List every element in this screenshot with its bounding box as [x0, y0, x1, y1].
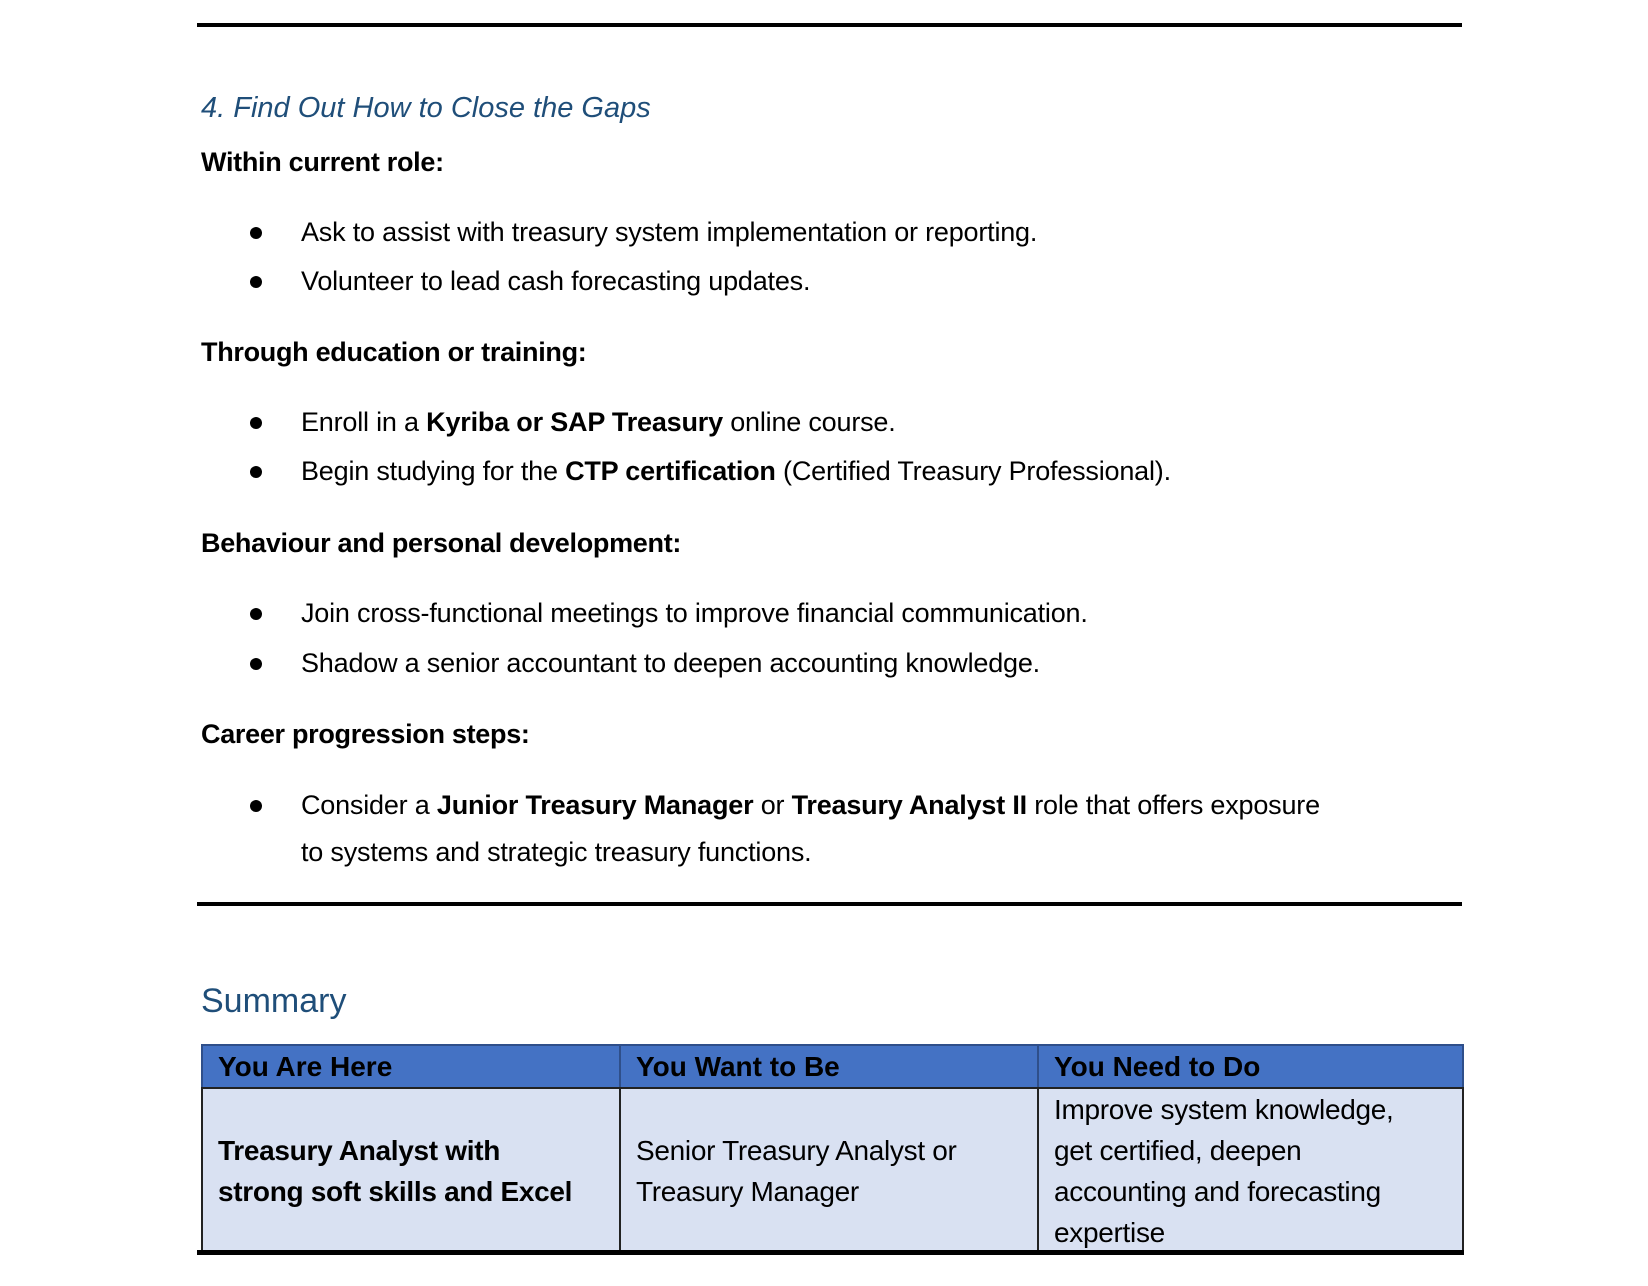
group-title-within-role: Within current role:	[201, 147, 444, 177]
cell-line: expertise	[1054, 1217, 1165, 1248]
cell-line: strong soft skills and Excel	[218, 1176, 573, 1207]
cell-you-need-to-do	[1038, 1088, 1463, 1253]
cell-line: Improve system knowledge,	[1054, 1094, 1394, 1125]
list-item-text: Consider a Junior Treasury Manager or Treasury Analyst II role that offers exposure	[301, 790, 1320, 820]
group-title-education: Through education or training:	[201, 337, 587, 367]
list-item-text: Enroll in a Kyriba or SAP Treasury online course.	[301, 407, 896, 437]
list-item-text: Begin studying for the CTP certification (Certified Treasury Professional).	[301, 456, 1171, 486]
column-header-you-are-here: You Are Here	[202, 1045, 620, 1088]
cell-line: accounting and forecasting	[1054, 1176, 1381, 1207]
section-heading: 4. Find Out How to Close the Gaps	[201, 92, 651, 124]
bullet-icon	[250, 276, 262, 288]
table-row	[202, 1088, 1463, 1253]
list-item-text: Ask to assist with treasury system implementation or reporting.	[301, 217, 1038, 247]
cell-line: Senior Treasury Analyst or	[636, 1135, 957, 1166]
cell-you-want-to-be	[620, 1088, 1038, 1253]
column-header-you-need-to-do: You Need to Do	[1038, 1045, 1463, 1088]
bullet-icon	[250, 800, 262, 812]
bullet-icon	[250, 658, 262, 670]
group-title-career: Career progression steps:	[201, 719, 530, 749]
bullet-icon	[250, 417, 262, 429]
bullet-icon	[250, 466, 262, 478]
group-title-behaviour: Behaviour and personal development:	[201, 528, 682, 558]
list-item-text: Join cross-functional meetings to improve financial communication.	[301, 598, 1088, 628]
bullet-icon	[250, 227, 262, 239]
cell-you-are-here	[202, 1088, 620, 1253]
summary-heading: Summary	[201, 982, 347, 1020]
bullet-icon	[250, 608, 262, 620]
cell-line: Treasury Manager	[636, 1176, 859, 1207]
top-divider	[197, 23, 1462, 27]
section-divider	[197, 902, 1462, 906]
cell-line: Treasury Analyst with	[218, 1135, 501, 1166]
list-item-text: Shadow a senior accountant to deepen accounting knowledge.	[301, 648, 1040, 678]
bottom-divider	[197, 1250, 1464, 1255]
table-header-row	[202, 1045, 1463, 1088]
list-item-text: to systems and strategic treasury functions.	[301, 837, 812, 867]
column-header-you-want-to-be: You Want to Be	[620, 1045, 1038, 1088]
list-item-text: Volunteer to lead cash forecasting updates.	[301, 266, 811, 296]
cell-line: get certified, deepen	[1054, 1135, 1302, 1166]
summary-table	[201, 1044, 1464, 1253]
